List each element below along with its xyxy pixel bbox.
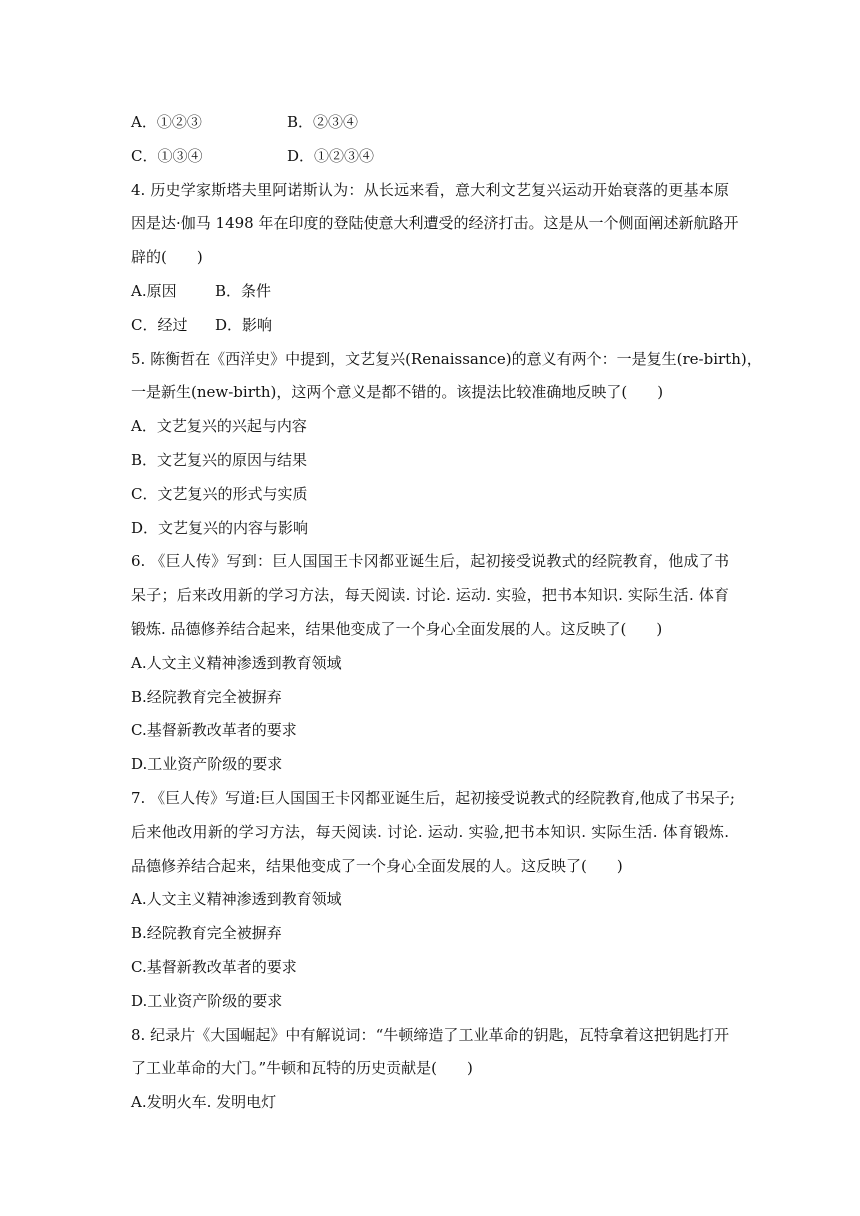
q6-stem-line-1: 6. 《巨人传》写到：巨人国国王卡冈都亚诞生后，起初接受说教式的经院教育，他成了书 <box>131 552 729 570</box>
q4-option-d: D．影响 <box>215 316 273 334</box>
q3-options-row-1 <box>131 112 358 132</box>
q8-stem-line-2: 了工业革命的大门。”牛顿和瓦特的历史贡献是( ) <box>131 1059 473 1077</box>
q4-stem-line-2: 因是达·伽马 1498 年在印度的登陆使意大利遭受的经济打击。这是从一个侧面阐述新航路开 <box>131 214 739 232</box>
q7-option-d: D.工业资产阶级的要求 <box>131 992 283 1010</box>
q8-stem-line-1: 8. 纪录片《大国崛起》中有解说词：“牛顿缔造了工业革命的钥匙，瓦特拿着这把钥匙打开 <box>131 1026 729 1044</box>
q6-stem-line-3: 锻炼. 品德修养结合起来，结果他变成了一个身心全面发展的人。这反映了( ) <box>131 620 663 638</box>
q7-stem-line-2: 后来他改用新的学习方法，每天阅读. 讨论. 运动. 实验,把书本知识. 实际生活. 体育锻炼. <box>131 823 729 841</box>
q5-option-a: A．文艺复兴的兴起与内容 <box>131 417 307 435</box>
q6-option-a: A.人文主义精神渗透到教育领域 <box>131 654 342 672</box>
q6-stem-line-2: 呆子；后来改用新的学习方法，每天阅读. 讨论. 运动. 实验，把书本知识. 实际生活. 体育 <box>131 586 729 604</box>
q3-option-a: A．①②③ <box>131 113 202 131</box>
q7-option-c: C.基督新教改革者的要求 <box>131 958 297 976</box>
q4-option-c: C．经过 <box>131 316 188 334</box>
q5-stem-line-1: 5. 陈衡哲在《西洋史》中提到，文艺复兴(Renaissance)的意义有两个：一是复生(re-birth)， <box>131 350 762 368</box>
q4-stem-line-1: 4. 历史学家斯塔夫里阿诺斯认为：从长远来看，意大利文艺复兴运动开始衰落的更基本原 <box>131 181 729 199</box>
q5-option-d: D．文艺复兴的内容与影响 <box>131 519 309 537</box>
q6-option-b: B.经院教育完全被摒弃 <box>131 688 282 706</box>
q8-option-a: A.发明火车. 发明电灯 <box>131 1093 277 1111</box>
q6-option-c: C.基督新教改革者的要求 <box>131 721 297 739</box>
q3-option-d: D．①②③④ <box>287 147 375 165</box>
q7-stem-line-3: 品德修养结合起来，结果他变成了一个身心全面发展的人。这反映了( ) <box>131 857 623 875</box>
q3-option-b: B．②③④ <box>287 113 359 131</box>
q5-option-c: C．文艺复兴的形式与实质 <box>131 485 308 503</box>
q4-option-b: B．条件 <box>215 282 272 300</box>
q5-stem-line-2: 一是新生(new-birth)，这两个意义是都不错的。该提法比较准确地反映了( ) <box>131 383 664 401</box>
q7-option-b: B.经院教育完全被摒弃 <box>131 924 282 942</box>
q7-option-a: A.人文主义精神渗透到教育领域 <box>131 890 342 908</box>
q3-option-c: C．①③④ <box>131 147 203 165</box>
q6-option-d: D.工业资产阶级的要求 <box>131 755 283 773</box>
q7-stem-line-1: 7. 《巨人传》写道:巨人国国王卡冈都亚诞生后，起初接受说教式的经院教育,他成了书呆子; <box>131 789 735 807</box>
q4-option-a: A.原因 <box>131 282 177 300</box>
q5-option-b: B．文艺复兴的原因与结果 <box>131 451 308 469</box>
q3-options-row-2 <box>131 146 374 166</box>
q4-options-row-1 <box>131 281 271 301</box>
q4-stem-line-3: 辟的( ) <box>131 248 203 266</box>
q4-options-row-2 <box>131 315 272 335</box>
